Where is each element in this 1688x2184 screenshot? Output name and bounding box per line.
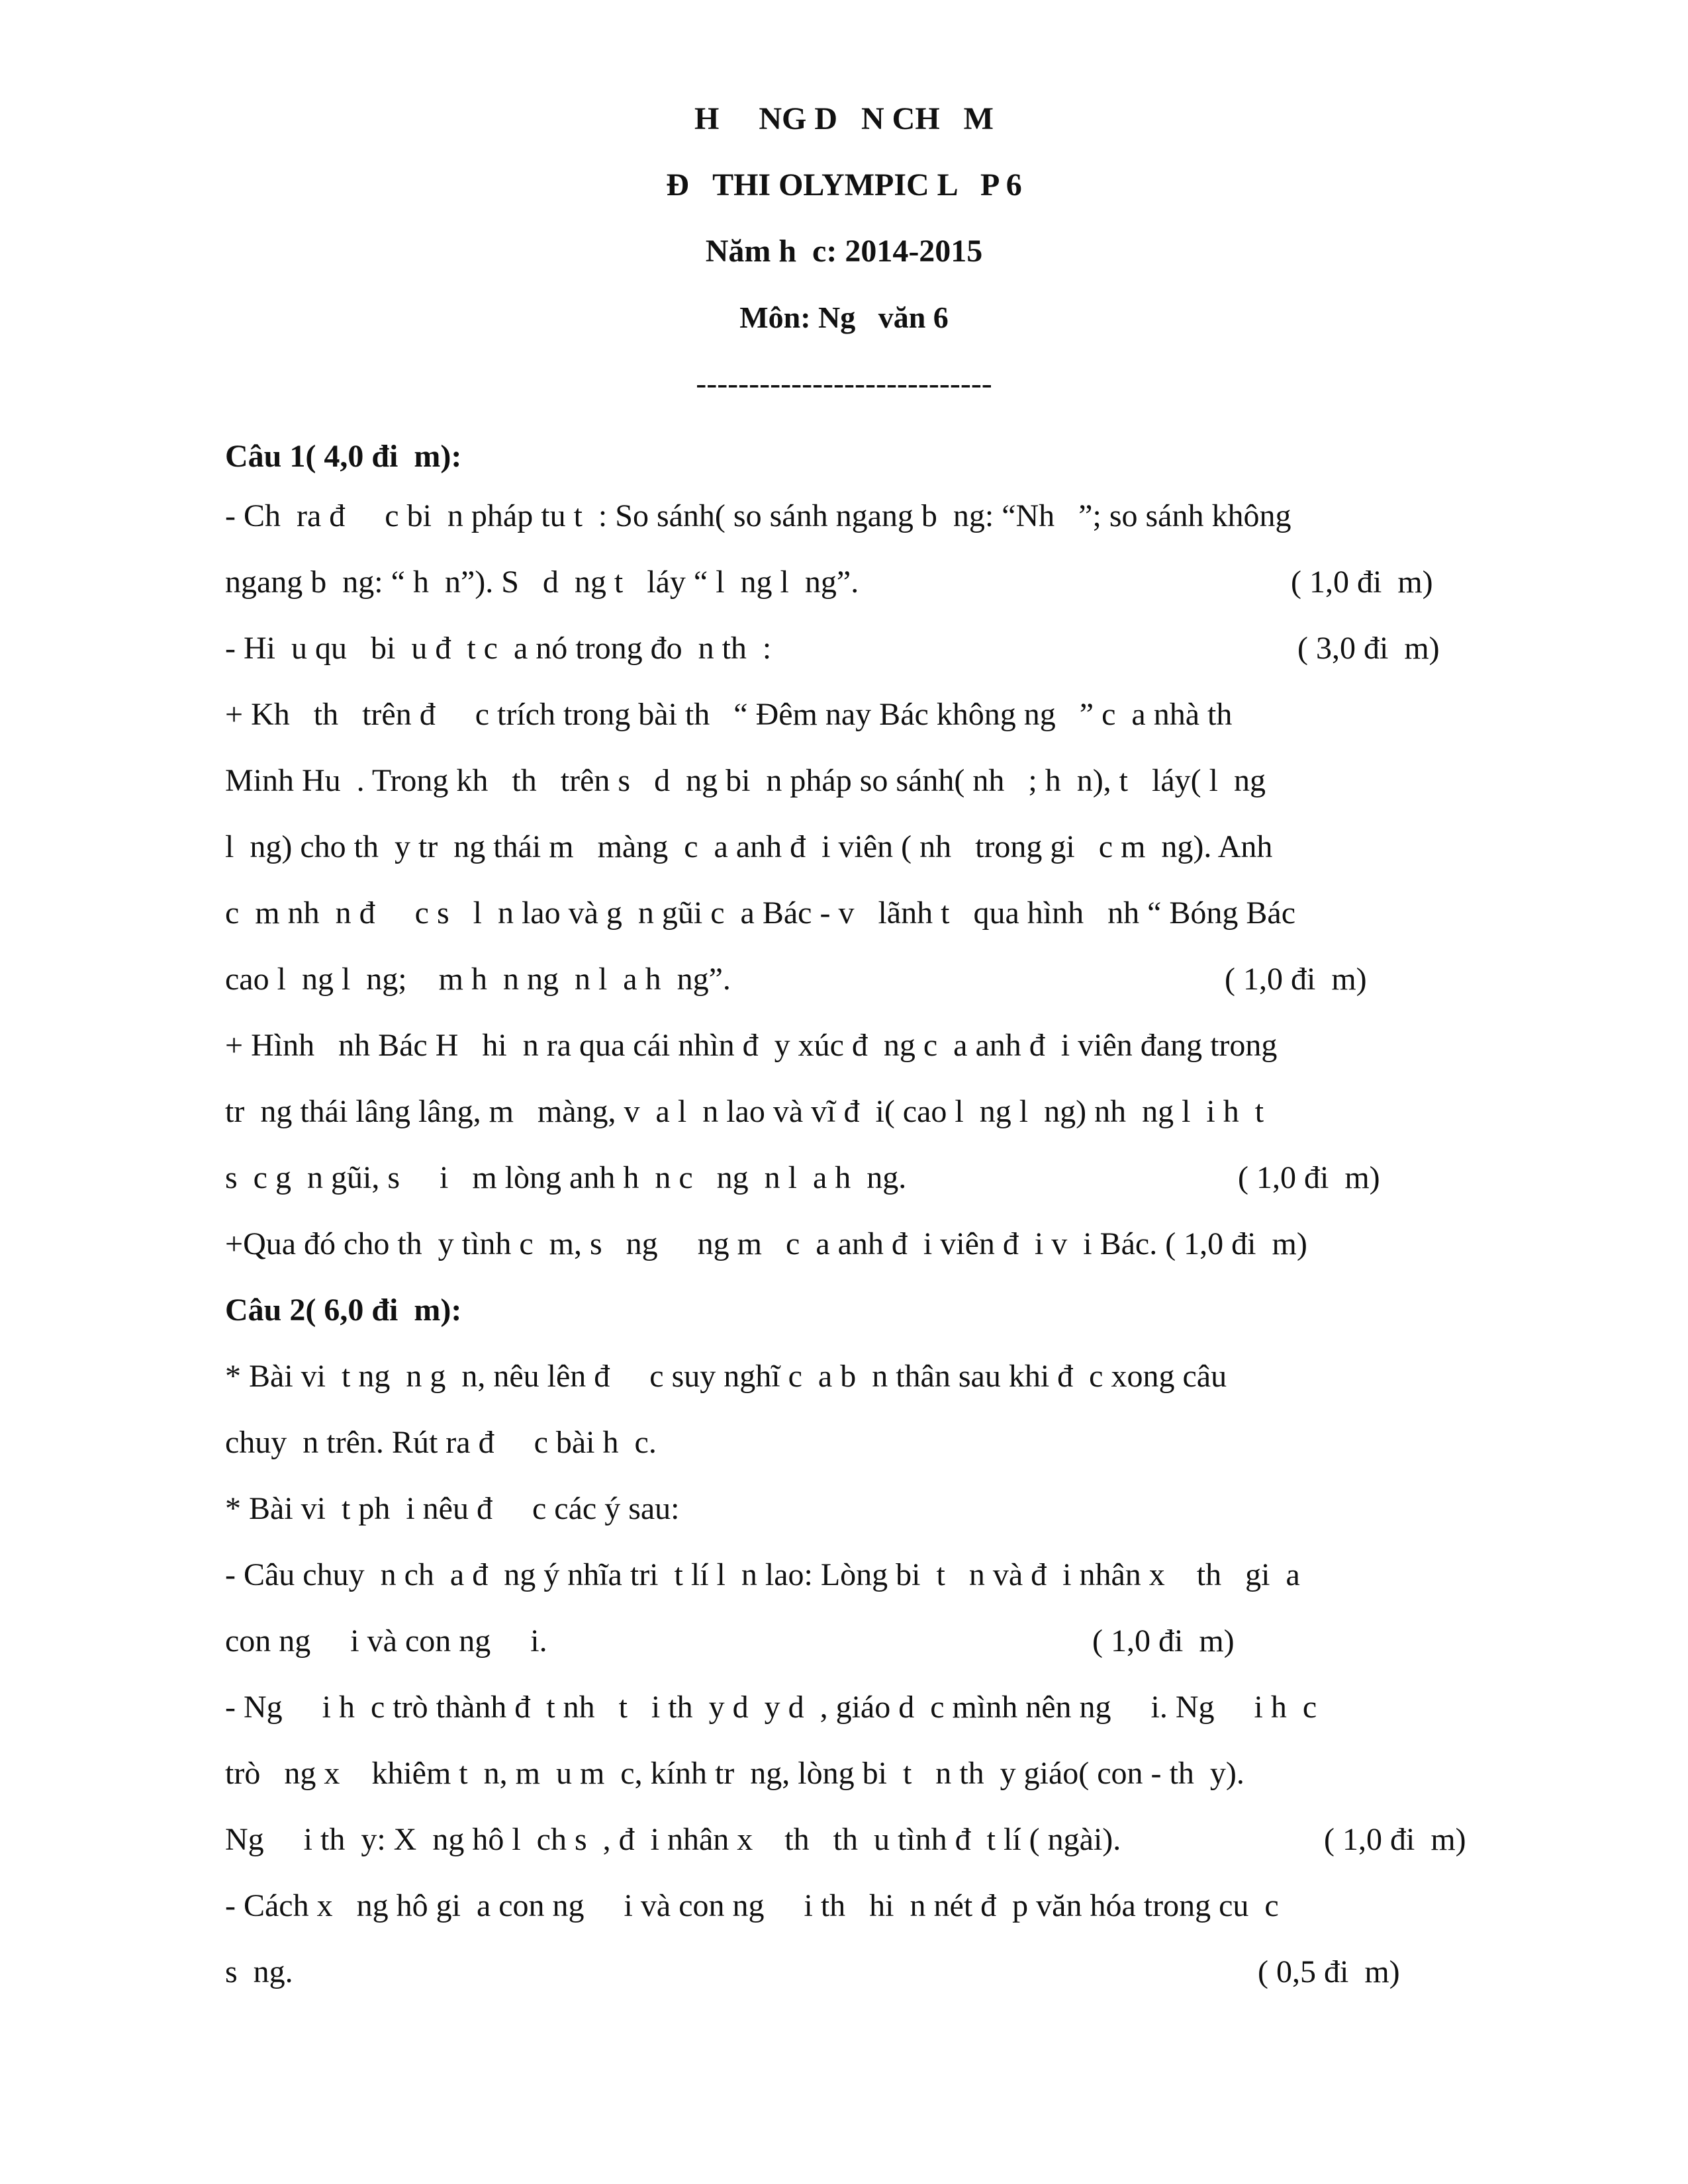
q1-score: ( 1,0 đi m) xyxy=(1291,565,1433,600)
q1-line: - Hi u qu bi u đ t c a nó trong đo n th : xyxy=(225,631,772,666)
question-2-heading: Câu 2( 6,0 đi m): xyxy=(225,1293,462,1328)
q1-line: +Qua đó cho th y tình c m, s ng ng m c a anh đ i viên đ i v i Bác. ( 1,0 đi m) xyxy=(225,1226,1307,1261)
q2-line: - Ng i h c trò thành đ t nh t i th y d y d , giáo d c mình nên ng i. Ng i h c xyxy=(225,1690,1317,1725)
divider: ---------------------------- xyxy=(696,366,992,401)
q1-score: ( 1,0 đi m) xyxy=(1238,1160,1380,1195)
subject: Môn: Ng văn 6 xyxy=(739,300,949,334)
title-guide: H NG D N CH M xyxy=(694,101,994,136)
q2-line: - Câu chuy n ch a đ ng ý nhĩa tri t lí l n lao: Lòng bi t n và đ i nhân x th gi a xyxy=(225,1557,1300,1592)
q2-line: * Bài vi t ph i nêu đ c các ý sau: xyxy=(225,1491,680,1526)
q1-line: + Hình nh Bác H hi n ra qua cái nhìn đ y xúc đ ng c a anh đ i viên đang trong xyxy=(225,1028,1278,1063)
q2-line: Ng i th y: X ng hô l ch s , đ i nhân x th th u tình đ t lí ( ngài). xyxy=(225,1822,1121,1857)
question-1-heading: Câu 1( 4,0 đi m): xyxy=(225,439,462,474)
q1-line: Minh Hu . Trong kh th trên s d ng bi n pháp so sánh( nh ; h n), t láy( l ng xyxy=(225,763,1266,798)
title-exam: Đ THI OLYMPIC L P 6 xyxy=(666,167,1022,203)
q1-line: s c g n gũi, s i m lòng anh h n c ng n l a h ng. xyxy=(225,1160,907,1195)
q2-line: chuy n trên. Rút ra đ c bài h c. xyxy=(225,1425,657,1460)
q2-score: ( 0,5 đi m) xyxy=(1258,1954,1400,1989)
q2-score: ( 1,0 đi m) xyxy=(1092,1623,1235,1659)
q1-score: ( 1,0 đi m) xyxy=(1225,962,1367,997)
school-year: Năm h c: 2014-2015 xyxy=(705,234,983,269)
q1-line: cao l ng l ng; m h n ng n l a h ng”. xyxy=(225,962,731,997)
q2-line: trò ng x khiêm t n, m u m c, kính tr ng, lòng bi t n th y giáo( con - th y). xyxy=(225,1756,1244,1791)
q1-line: + Kh th trên đ c trích trong bài th “ Đêm nay Bác không ng ” c a nhà th xyxy=(225,697,1233,732)
q1-line: ngang b ng: “ h n”). S d ng t láy “ l ng l ng”. xyxy=(225,565,859,600)
q1-line: - Ch ra đ c bi n pháp tu t : So sánh( so sánh ngang b ng: “Nh ”; so sánh không xyxy=(225,498,1291,533)
q2-line: - Cách x ng hô gi a con ng i và con ng i th hi n nét đ p văn hóa trong cu c xyxy=(225,1888,1279,1923)
q2-line: s ng. xyxy=(225,1954,293,1989)
q2-score: ( 1,0 đi m) xyxy=(1324,1822,1466,1857)
q2-line: * Bài vi t ng n g n, nêu lên đ c suy nghĩ c a b n thân sau khi đ c xong câu xyxy=(225,1359,1227,1394)
q1-line: l ng) cho th y tr ng thái m màng c a anh đ i viên ( nh trong gi c m ng). Anh xyxy=(225,829,1273,864)
q1-line: c m nh n đ c s l n lao và g n gũi c a Bác - v lãnh t qua hình nh “ Bóng Bác xyxy=(225,895,1296,931)
q1-line: tr ng thái lâng lâng, m màng, v a l n lao và vĩ đ i( cao l ng l ng) nh ng l i h t xyxy=(225,1094,1264,1129)
q2-line: con ng i và con ng i. xyxy=(225,1623,547,1659)
q1-score: ( 3,0 đi m) xyxy=(1297,631,1440,666)
